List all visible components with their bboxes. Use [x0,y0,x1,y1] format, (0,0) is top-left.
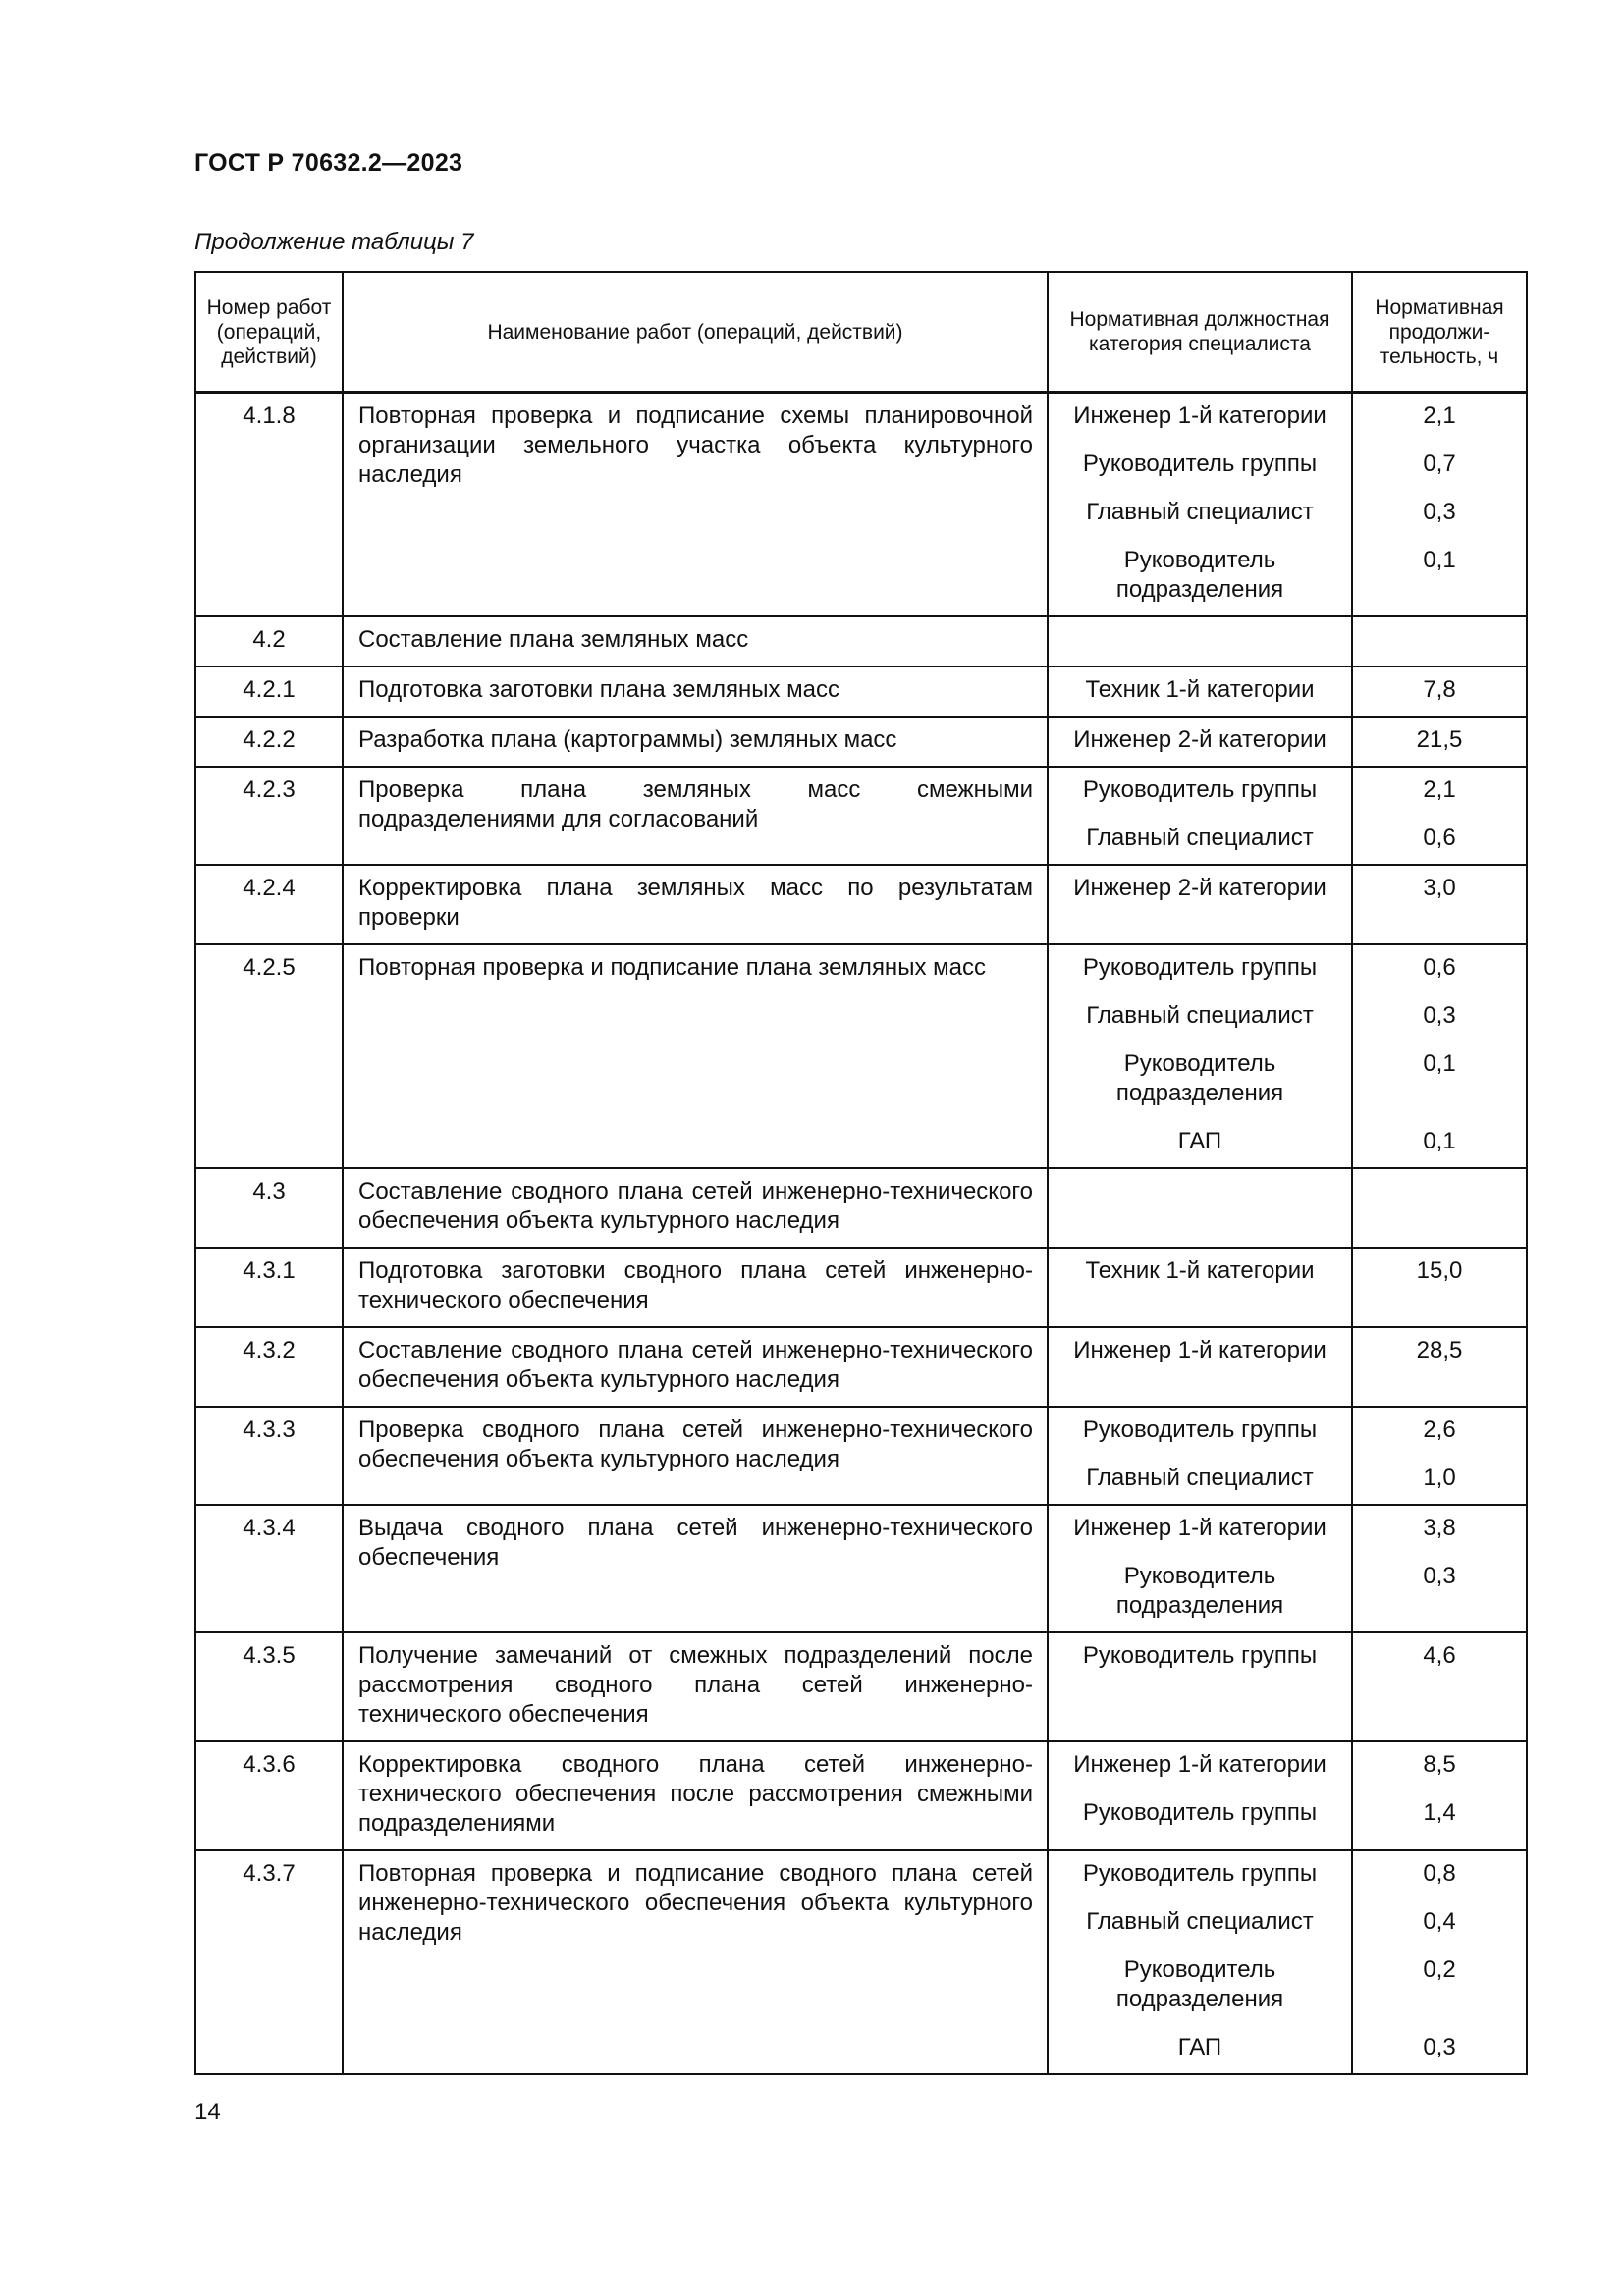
work-number: 4.3.2 [195,1327,343,1407]
duration-cell [1352,667,1527,717]
staff-category: Руководитель группы [1082,1799,1318,1826]
work-number: 4.3.7 [195,1850,343,2074]
staff-category: Инженер 1-й категории [1073,1751,1326,1778]
staff-category: Руководитель подразделения [1115,1956,1284,2012]
staff-cell [1048,717,1352,767]
staff-category: Руководитель группы [1082,1416,1318,1443]
table-row [195,1327,1527,1407]
column-header-staff: Нормативная должностная категория специалиста [1048,272,1352,393]
staff-category: Техник 1-й категории [1085,676,1315,703]
page-number: 14 [194,2099,221,2125]
duration-value: 0,6 [1423,825,1456,851]
work-number: 4.3.6 [195,1741,343,1850]
work-number: 4.3.5 [195,1632,343,1741]
staff-category: Главный специалист [1086,499,1314,525]
staff-category: ГАП [1177,2034,1222,2060]
staff-category: Руководитель группы [1082,1642,1318,1669]
duration-cell [1352,767,1527,865]
table-caption: Продолжение таблицы 7 [194,229,474,255]
staff-cell [1048,1505,1352,1632]
duration-value: 1,4 [1423,1799,1456,1826]
work-number: 4.2.1 [195,667,343,717]
staff-cell [1048,767,1352,865]
table-row [195,767,1527,865]
table-row [195,1505,1527,1632]
duration-cell [1352,1850,1527,2074]
duration-cell [1352,717,1527,767]
work-name: Проверка сводного плана сетей инженерно-технического обеспечения объекта культурного наследия [343,1407,1048,1505]
work-name: Корректировка сводного плана сетей инженерно-технического обеспечения после рассмотрения смежными подразделениями [343,1741,1048,1850]
staff-category: Главный специалист [1086,1908,1314,1935]
table-row [195,1248,1527,1327]
staff-category: ГАП [1177,1128,1222,1154]
staff-cell [1048,1327,1352,1407]
staff-cell [1048,393,1352,617]
duration-cell [1352,1327,1527,1407]
staff-cell [1048,1168,1352,1248]
staff-category: Руководитель подразделения [1115,1050,1284,1106]
work-name: Составление плана земляных масс [343,616,1048,667]
duration-value: 15,0 [1416,1257,1463,1284]
staff-category: Руководитель подразделения [1115,547,1284,603]
table-row [195,865,1527,944]
staff-category: Руководитель группы [1082,776,1318,803]
work-number: 4.2.5 [195,944,343,1168]
duration-value: 0,1 [1423,547,1456,573]
duration-cell [1352,1632,1527,1741]
work-name: Проверка плана земляных масс смежными подразделениями для согласований [343,767,1048,865]
duration-value: 8,5 [1423,1751,1456,1778]
work-number: 4.3.3 [195,1407,343,1505]
duration-value: 0,1 [1423,1128,1456,1154]
table-row [195,717,1527,767]
duration-value: 21,5 [1416,726,1463,753]
staff-category: Техник 1-й категории [1085,1257,1315,1284]
duration-value: 0,1 [1423,1050,1456,1077]
column-header-name: Наименование работ (операций, действий) [343,272,1048,393]
staff-category: Руководитель группы [1082,954,1318,981]
work-number: 4.3.4 [195,1505,343,1632]
work-name: Получение замечаний от смежных подразделений после рассмотрения сводного плана сетей инженерно-технического обеспечения [343,1632,1048,1741]
duration-cell [1352,1407,1527,1505]
work-number: 4.2.4 [195,865,343,944]
staff-cell [1048,616,1352,667]
staff-category: Руководитель подразделения [1115,1563,1284,1619]
duration-value: 0,2 [1423,1956,1456,1983]
work-number: 4.3.1 [195,1248,343,1327]
table-body [195,393,1527,2075]
header-row [195,272,1527,393]
duration-value: 0,6 [1423,954,1456,981]
work-table [194,271,1528,2075]
staff-category: Инженер 1-й категории [1073,1337,1326,1363]
document-header: ГОСТ Р 70632.2—2023 [194,149,463,177]
duration-value: 2,1 [1423,776,1456,803]
staff-category: Инженер 1-й категории [1073,1515,1326,1541]
staff-cell [1048,865,1352,944]
work-name: Составление сводного плана сетей инженерно-технического обеспечения объекта культурного наследия [343,1168,1048,1248]
duration-value: 0,3 [1423,1563,1456,1589]
staff-category: Инженер 2-й категории [1073,875,1326,901]
duration-value: 0,8 [1423,1860,1456,1887]
work-name: Составление сводного плана сетей инженерно-технического обеспечения объекта культурного наследия [343,1327,1048,1407]
duration-value: 4,6 [1423,1642,1456,1669]
work-name: Подготовка заготовки плана земляных масс [343,667,1048,717]
work-number: 4.3 [195,1168,343,1248]
staff-category: Главный специалист [1086,1002,1314,1029]
duration-value: 7,8 [1423,676,1456,703]
table-header [195,272,1527,393]
duration-value: 0,3 [1423,2034,1456,2060]
staff-category: Руководитель группы [1082,451,1318,477]
table-row [195,944,1527,1168]
table-row [195,1168,1527,1248]
staff-category: Руководитель группы [1082,1860,1318,1887]
table-row [195,1850,1527,2074]
work-name: Выдача сводного плана сетей инженерно-технического обеспечения [343,1505,1048,1632]
duration-cell [1352,1168,1527,1248]
staff-cell [1048,667,1352,717]
duration-cell [1352,393,1527,617]
staff-category: Главный специалист [1086,825,1314,851]
column-header-duration: Нормативная продолжи-тельность, ч [1352,272,1527,393]
staff-cell [1048,1632,1352,1741]
work-number: 4.2.3 [195,767,343,865]
duration-value: 2,1 [1423,402,1456,429]
table-row [195,616,1527,667]
duration-value: 0,7 [1423,451,1456,477]
duration-value: 2,6 [1423,1416,1456,1443]
work-number: 4.2.2 [195,717,343,767]
table-row [195,393,1527,617]
duration-cell [1352,1248,1527,1327]
staff-cell [1048,1248,1352,1327]
duration-value: 28,5 [1416,1337,1463,1363]
duration-value: 1,0 [1423,1465,1456,1491]
staff-cell [1048,1407,1352,1505]
staff-category: Главный специалист [1086,1465,1314,1491]
work-name: Разработка плана (картограммы) земляных масс [343,717,1048,767]
table-row [195,1741,1527,1850]
staff-cell [1048,1850,1352,2074]
duration-value: 0,3 [1423,1002,1456,1029]
duration-value: 3,0 [1423,875,1456,901]
duration-cell [1352,944,1527,1168]
duration-cell [1352,865,1527,944]
work-number: 4.1.8 [195,393,343,617]
table-row [195,1632,1527,1741]
staff-cell [1048,944,1352,1168]
duration-cell [1352,616,1527,667]
duration-value: 0,4 [1423,1908,1456,1935]
work-name: Подготовка заготовки сводного плана сетей инженерно-технического обеспечения [343,1248,1048,1327]
column-header-number: Номер работ (операций, действий) [195,272,343,393]
table-row [195,1407,1527,1505]
work-name: Корректировка плана земляных масс по результатам проверки [343,865,1048,944]
work-name: Повторная проверка и подписание схемы планировочной организации земельного участка объекта культурного наследия [343,393,1048,617]
staff-category: Инженер 2-й категории [1073,726,1326,753]
table-row [195,667,1527,717]
work-name: Повторная проверка и подписание сводного плана сетей инженерно-технического обеспечения объекта культурного наследия [343,1850,1048,2074]
work-name: Повторная проверка и подписание плана земляных масс [343,944,1048,1168]
duration-value: 3,8 [1423,1515,1456,1541]
duration-value: 0,3 [1423,499,1456,525]
staff-category: Инженер 1-й категории [1073,402,1326,429]
work-number: 4.2 [195,616,343,667]
duration-cell [1352,1505,1527,1632]
staff-cell [1048,1741,1352,1850]
duration-cell [1352,1741,1527,1850]
